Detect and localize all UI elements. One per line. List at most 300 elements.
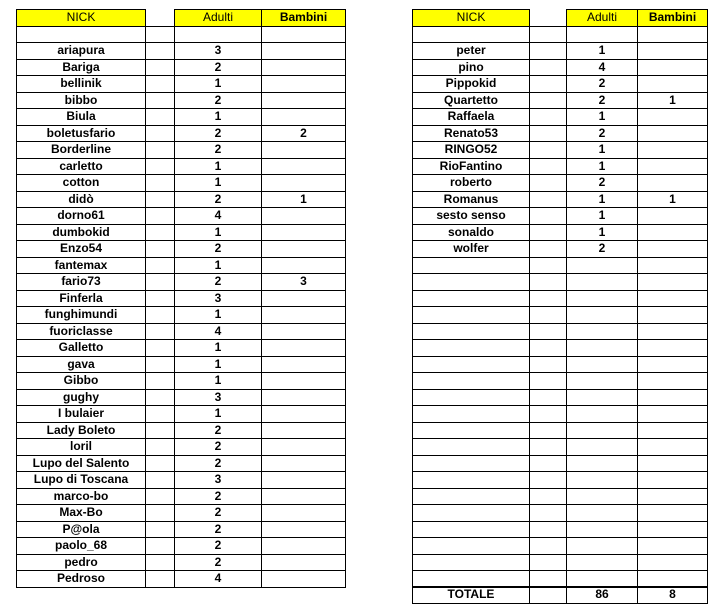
nick-cell[interactable] xyxy=(413,389,530,406)
adulti-cell[interactable]: 1 xyxy=(175,257,262,274)
bambini-cell[interactable] xyxy=(262,257,346,274)
bambini-cell[interactable] xyxy=(638,406,708,423)
adulti-cell[interactable]: 4 xyxy=(567,59,638,76)
nick-cell[interactable]: sesto senso xyxy=(413,208,530,225)
bambini-cell[interactable] xyxy=(262,208,346,225)
table-row xyxy=(17,439,346,456)
table-row xyxy=(17,538,346,555)
nick-cell[interactable] xyxy=(413,521,530,538)
adulti-cell[interactable]: 1 xyxy=(175,406,262,423)
bambini-cell[interactable] xyxy=(262,505,346,522)
adulti-cell[interactable]: 2 xyxy=(175,241,262,258)
nick-cell[interactable]: RioFantino xyxy=(413,158,530,175)
gap-cell xyxy=(530,158,567,175)
gap-cell xyxy=(530,455,567,472)
nick-cell[interactable]: ariapura xyxy=(17,43,146,60)
nick-cell[interactable]: dumbokid xyxy=(17,224,146,241)
adulti-cell[interactable]: 2 xyxy=(175,92,262,109)
gap-cell xyxy=(530,307,567,324)
nick-cell[interactable]: Finferla xyxy=(17,290,146,307)
adulti-cell[interactable]: 1 xyxy=(567,224,638,241)
adulti-cell[interactable] xyxy=(567,554,638,571)
bambini-cell[interactable]: 1 xyxy=(638,92,708,109)
table-row xyxy=(413,208,708,225)
nick-cell[interactable]: gughy xyxy=(17,389,146,406)
nick-cell[interactable]: fantemax xyxy=(17,257,146,274)
adulti-cell[interactable] xyxy=(567,323,638,340)
bambini-cell[interactable] xyxy=(262,43,346,60)
nick-cell[interactable]: marco-bo xyxy=(17,488,146,505)
adulti-cell[interactable] xyxy=(567,290,638,307)
nick-cell[interactable] xyxy=(413,422,530,439)
bambini-cell[interactable] xyxy=(638,125,708,142)
table-row xyxy=(413,290,708,307)
adulti-cell[interactable] xyxy=(567,356,638,373)
gap-cell xyxy=(146,142,175,159)
adulti-cell[interactable] xyxy=(567,257,638,274)
bambini-cell[interactable] xyxy=(638,521,708,538)
adulti-cell[interactable]: 1 xyxy=(175,373,262,390)
gap-cell xyxy=(530,587,567,604)
gap-cell xyxy=(530,10,567,27)
adulti-cell[interactable]: 1 xyxy=(175,356,262,373)
adulti-cell[interactable]: 4 xyxy=(175,571,262,588)
gap-cell xyxy=(530,274,567,291)
totale-bambini[interactable]: 8 xyxy=(638,587,708,604)
nick-cell[interactable] xyxy=(413,406,530,423)
table-row xyxy=(17,175,346,192)
table-row xyxy=(17,158,346,175)
gap-cell xyxy=(530,406,567,423)
gap-cell xyxy=(146,175,175,192)
gap-cell xyxy=(146,191,175,208)
adulti-cell[interactable] xyxy=(567,455,638,472)
table-row xyxy=(17,571,346,588)
bambini-cell[interactable] xyxy=(262,571,346,588)
table-row xyxy=(413,538,708,555)
bambini-cell[interactable] xyxy=(262,26,346,43)
bambini-cell[interactable] xyxy=(638,274,708,291)
bambini-cell[interactable] xyxy=(638,307,708,324)
adulti-cell[interactable] xyxy=(567,340,638,357)
nick-cell[interactable] xyxy=(413,307,530,324)
bambini-cell[interactable]: 1 xyxy=(262,191,346,208)
gap-cell xyxy=(530,208,567,225)
adulti-cell[interactable]: 2 xyxy=(567,92,638,109)
nick-cell[interactable]: Lupo di Toscana xyxy=(17,472,146,489)
table-row xyxy=(17,389,346,406)
adulti-cell[interactable] xyxy=(567,373,638,390)
gap-cell xyxy=(530,26,567,43)
gap-cell xyxy=(146,241,175,258)
adulti-cell[interactable]: 2 xyxy=(175,191,262,208)
bambini-header[interactable]: Bambini xyxy=(262,10,346,27)
nick-cell[interactable]: roberto xyxy=(413,175,530,192)
adulti-cell[interactable] xyxy=(175,26,262,43)
table-row xyxy=(413,257,708,274)
bambini-cell[interactable] xyxy=(262,356,346,373)
nick-cell[interactable]: Borderline xyxy=(17,142,146,159)
adulti-cell[interactable]: 2 xyxy=(175,59,262,76)
table-row xyxy=(413,191,708,208)
bambini-cell[interactable] xyxy=(262,307,346,324)
bambini-cell[interactable] xyxy=(262,175,346,192)
gap-cell xyxy=(530,571,567,588)
bambini-cell[interactable] xyxy=(638,422,708,439)
table-row xyxy=(17,406,346,423)
table-row xyxy=(413,142,708,159)
bambini-cell[interactable] xyxy=(638,26,708,43)
nick-cell[interactable]: didò xyxy=(17,191,146,208)
bambini-cell[interactable] xyxy=(262,323,346,340)
adulti-cell[interactable] xyxy=(567,505,638,522)
bambini-cell[interactable] xyxy=(638,142,708,159)
gap-cell xyxy=(146,571,175,588)
bambini-cell[interactable] xyxy=(638,571,708,588)
adulti-cell[interactable] xyxy=(567,26,638,43)
nick-cell[interactable] xyxy=(413,257,530,274)
table-row xyxy=(413,109,708,126)
bambini-cell[interactable] xyxy=(638,455,708,472)
gap-cell xyxy=(146,224,175,241)
nick-cell[interactable] xyxy=(413,274,530,291)
bambini-cell[interactable] xyxy=(638,43,708,60)
nick-cell[interactable] xyxy=(413,340,530,357)
adulti-cell[interactable]: 2 xyxy=(175,455,262,472)
nick-cell[interactable]: peter xyxy=(413,43,530,60)
bambini-cell[interactable] xyxy=(638,59,708,76)
table-row xyxy=(17,340,346,357)
table-row xyxy=(17,257,346,274)
nick-cell[interactable] xyxy=(413,439,530,456)
gap-cell xyxy=(146,10,175,27)
gap-cell xyxy=(146,406,175,423)
table-row xyxy=(17,488,346,505)
adulti-cell[interactable] xyxy=(567,274,638,291)
nick-cell[interactable]: loril xyxy=(17,439,146,456)
adulti-cell[interactable]: 1 xyxy=(175,307,262,324)
adulti-cell[interactable]: 2 xyxy=(567,76,638,93)
bambini-cell[interactable] xyxy=(262,406,346,423)
table-row xyxy=(413,389,708,406)
adulti-cell[interactable]: 2 xyxy=(175,538,262,555)
table-row xyxy=(413,554,708,571)
nick-cell[interactable] xyxy=(17,26,146,43)
adulti-cell[interactable] xyxy=(567,488,638,505)
table-row xyxy=(17,521,346,538)
adulti-cell[interactable] xyxy=(567,422,638,439)
bambini-cell[interactable] xyxy=(262,373,346,390)
adulti-cell[interactable]: 4 xyxy=(175,208,262,225)
bambini-cell[interactable] xyxy=(262,422,346,439)
bambini-cell[interactable] xyxy=(638,208,708,225)
gap-cell xyxy=(146,290,175,307)
adulti-cell[interactable]: 2 xyxy=(175,125,262,142)
table-row xyxy=(413,76,708,93)
adulti-cell[interactable]: 2 xyxy=(567,125,638,142)
bambini-cell[interactable] xyxy=(262,439,346,456)
nick-cell[interactable] xyxy=(413,488,530,505)
bambini-cell[interactable] xyxy=(262,142,346,159)
adulti-cell[interactable] xyxy=(567,307,638,324)
adulti-cell[interactable] xyxy=(567,472,638,489)
adulti-cell[interactable]: 2 xyxy=(175,521,262,538)
nick-cell[interactable]: dorno61 xyxy=(17,208,146,225)
bambini-cell[interactable] xyxy=(638,373,708,390)
bambini-cell[interactable] xyxy=(638,158,708,175)
adulti-cell[interactable]: 2 xyxy=(175,488,262,505)
table-row xyxy=(413,356,708,373)
adulti-cell[interactable]: 1 xyxy=(175,175,262,192)
bambini-cell[interactable]: 1 xyxy=(638,191,708,208)
nick-cell[interactable] xyxy=(413,554,530,571)
adulti-cell[interactable]: 1 xyxy=(567,43,638,60)
bambini-cell[interactable] xyxy=(638,340,708,357)
nick-cell[interactable]: bellinik xyxy=(17,76,146,93)
adulti-cell[interactable]: 2 xyxy=(567,175,638,192)
nick-cell[interactable]: Gibbo xyxy=(17,373,146,390)
nick-cell[interactable] xyxy=(413,356,530,373)
bambini-cell[interactable] xyxy=(262,290,346,307)
bambini-cell[interactable] xyxy=(638,241,708,258)
gap-cell xyxy=(146,521,175,538)
table-row xyxy=(17,224,346,241)
nick-cell[interactable]: Quartetto xyxy=(413,92,530,109)
adulti-cell[interactable]: 1 xyxy=(175,158,262,175)
gap-cell xyxy=(530,142,567,159)
adulti-cell[interactable] xyxy=(567,389,638,406)
nick-cell[interactable]: Raffaela xyxy=(413,109,530,126)
nick-cell[interactable]: I bulaier xyxy=(17,406,146,423)
adulti-cell[interactable]: 2 xyxy=(175,422,262,439)
nick-cell[interactable] xyxy=(413,455,530,472)
adulti-cell[interactable]: 2 xyxy=(175,439,262,456)
nick-cell[interactable]: paolo_68 xyxy=(17,538,146,555)
bambini-cell[interactable] xyxy=(638,439,708,456)
table-row xyxy=(17,356,346,373)
nick-cell[interactable]: bibbo xyxy=(17,92,146,109)
nick-cell[interactable]: boletusfario xyxy=(17,125,146,142)
table-row xyxy=(413,505,708,522)
bambini-cell[interactable] xyxy=(638,109,708,126)
adulti-cell[interactable]: 3 xyxy=(175,472,262,489)
bambini-cell[interactable] xyxy=(638,224,708,241)
nick-cell[interactable]: Bariga xyxy=(17,59,146,76)
table-row xyxy=(17,26,346,43)
adulti-cell[interactable]: 1 xyxy=(567,142,638,159)
nick-cell[interactable] xyxy=(413,323,530,340)
adulti-cell[interactable]: 4 xyxy=(175,323,262,340)
adulti-cell[interactable]: 2 xyxy=(175,142,262,159)
nick-cell[interactable]: pino xyxy=(413,59,530,76)
nick-cell[interactable] xyxy=(413,26,530,43)
adulti-header[interactable]: Adulti xyxy=(175,10,262,27)
gap-cell xyxy=(530,175,567,192)
gap-cell xyxy=(530,290,567,307)
nick-cell[interactable] xyxy=(413,571,530,588)
table-row xyxy=(413,455,708,472)
table-row xyxy=(413,521,708,538)
bambini-cell[interactable] xyxy=(262,472,346,489)
adulti-cell[interactable]: 1 xyxy=(567,109,638,126)
bambini-cell[interactable] xyxy=(262,340,346,357)
bambini-cell[interactable] xyxy=(262,554,346,571)
bambini-cell[interactable] xyxy=(638,323,708,340)
header-row xyxy=(17,10,346,27)
table-row xyxy=(413,158,708,175)
nick-cell[interactable] xyxy=(413,373,530,390)
nick-cell[interactable]: P@ola xyxy=(17,521,146,538)
nick-cell[interactable]: Galletto xyxy=(17,340,146,357)
adulti-cell[interactable]: 1 xyxy=(175,224,262,241)
bambini-cell[interactable] xyxy=(638,257,708,274)
gap-cell xyxy=(146,158,175,175)
adulti-cell[interactable]: 2 xyxy=(175,554,262,571)
bambini-cell[interactable] xyxy=(638,76,708,93)
nick-cell[interactable]: funghimundi xyxy=(17,307,146,324)
gap-cell xyxy=(146,59,175,76)
bambini-cell[interactable] xyxy=(638,488,708,505)
nick-cell[interactable]: Lupo del Salento xyxy=(17,455,146,472)
nick-cell[interactable] xyxy=(413,290,530,307)
table-row xyxy=(413,274,708,291)
gap-cell xyxy=(530,241,567,258)
adulti-cell[interactable]: 1 xyxy=(175,109,262,126)
adulti-cell[interactable]: 3 xyxy=(175,290,262,307)
table-row xyxy=(17,274,346,291)
gap-cell xyxy=(146,538,175,555)
table-row xyxy=(17,323,346,340)
right-table xyxy=(412,9,708,588)
adulti-cell[interactable] xyxy=(567,571,638,588)
bambini-cell[interactable] xyxy=(638,356,708,373)
bambini-cell[interactable] xyxy=(638,175,708,192)
adulti-cell[interactable]: 3 xyxy=(175,43,262,60)
gap-cell xyxy=(530,76,567,93)
table-row xyxy=(413,439,708,456)
nick-cell[interactable]: fuoriclasse xyxy=(17,323,146,340)
gap-cell xyxy=(146,389,175,406)
table-row xyxy=(413,323,708,340)
bambini-cell[interactable] xyxy=(262,455,346,472)
nick-cell[interactable]: cotton xyxy=(17,175,146,192)
nick-cell[interactable]: Max-Bo xyxy=(17,505,146,522)
adulti-cell[interactable] xyxy=(567,439,638,456)
nick-cell[interactable]: carletto xyxy=(17,158,146,175)
table-row xyxy=(17,455,346,472)
bambini-cell[interactable] xyxy=(262,158,346,175)
bambini-cell[interactable] xyxy=(262,224,346,241)
bambini-cell[interactable] xyxy=(638,554,708,571)
nick-cell[interactable]: Pedroso xyxy=(17,571,146,588)
totale-label[interactable]: TOTALE xyxy=(413,587,530,604)
adulti-cell[interactable]: 1 xyxy=(175,76,262,93)
adulti-cell[interactable]: 2 xyxy=(175,274,262,291)
adulti-cell[interactable]: 1 xyxy=(567,208,638,225)
totale-row xyxy=(413,587,708,604)
nick-cell[interactable]: Romanus xyxy=(413,191,530,208)
nick-cell[interactable]: wolfer xyxy=(413,241,530,258)
table-row xyxy=(17,307,346,324)
bambini-cell[interactable] xyxy=(262,76,346,93)
bambini-cell[interactable] xyxy=(262,241,346,258)
nick-cell[interactable]: Lady Boleto xyxy=(17,422,146,439)
table-row xyxy=(17,472,346,489)
gap-cell xyxy=(530,92,567,109)
table-row xyxy=(17,373,346,390)
bambini-cell[interactable] xyxy=(262,488,346,505)
nick-cell[interactable] xyxy=(413,538,530,555)
nick-cell[interactable] xyxy=(413,472,530,489)
adulti-cell[interactable]: 3 xyxy=(175,389,262,406)
adulti-cell[interactable]: 1 xyxy=(567,191,638,208)
adulti-cell[interactable] xyxy=(567,406,638,423)
gap-cell xyxy=(530,422,567,439)
nick-cell[interactable]: Pippokid xyxy=(413,76,530,93)
nick-header[interactable]: NICK xyxy=(17,10,146,27)
gap-cell xyxy=(530,59,567,76)
gap-cell xyxy=(146,208,175,225)
bambini-cell[interactable] xyxy=(262,538,346,555)
bambini-cell[interactable] xyxy=(262,109,346,126)
gap-cell xyxy=(146,43,175,60)
nick-cell[interactable]: fario73 xyxy=(17,274,146,291)
adulti-cell[interactable]: 2 xyxy=(567,241,638,258)
table-row xyxy=(17,422,346,439)
nick-cell[interactable]: gava xyxy=(17,356,146,373)
bambini-cell[interactable] xyxy=(638,505,708,522)
gap-cell xyxy=(530,224,567,241)
gap-cell xyxy=(146,323,175,340)
bambini-cell[interactable]: 2 xyxy=(262,125,346,142)
adulti-cell[interactable]: 1 xyxy=(175,340,262,357)
nick-cell[interactable]: RINGO52 xyxy=(413,142,530,159)
totale-table xyxy=(412,586,708,604)
adulti-cell[interactable]: 2 xyxy=(175,505,262,522)
bambini-cell[interactable]: 3 xyxy=(262,274,346,291)
left-table xyxy=(16,9,346,588)
adulti-header[interactable]: Adulti xyxy=(567,10,638,27)
gap-cell xyxy=(530,356,567,373)
nick-cell[interactable]: sonaldo xyxy=(413,224,530,241)
bambini-header[interactable]: Bambini xyxy=(638,10,708,27)
bambini-cell[interactable] xyxy=(262,521,346,538)
nick-cell[interactable]: Biula xyxy=(17,109,146,126)
bambini-cell[interactable] xyxy=(638,538,708,555)
nick-cell[interactable]: pedro xyxy=(17,554,146,571)
bambini-cell[interactable] xyxy=(638,389,708,406)
bambini-cell[interactable] xyxy=(262,389,346,406)
table-row xyxy=(17,208,346,225)
adulti-cell[interactable]: 1 xyxy=(567,158,638,175)
nick-cell[interactable]: Renato53 xyxy=(413,125,530,142)
bambini-cell[interactable] xyxy=(262,59,346,76)
table-row xyxy=(413,59,708,76)
adulti-cell[interactable] xyxy=(567,521,638,538)
nick-header[interactable]: NICK xyxy=(413,10,530,27)
nick-cell[interactable]: Enzo54 xyxy=(17,241,146,258)
totale-adulti[interactable]: 86 xyxy=(567,587,638,604)
table-row xyxy=(413,571,708,588)
nick-cell[interactable] xyxy=(413,505,530,522)
bambini-cell[interactable] xyxy=(638,290,708,307)
gap-cell xyxy=(530,43,567,60)
bambini-cell[interactable] xyxy=(638,472,708,489)
adulti-cell[interactable] xyxy=(567,538,638,555)
table-row xyxy=(17,109,346,126)
bambini-cell[interactable] xyxy=(262,92,346,109)
table-row xyxy=(413,307,708,324)
